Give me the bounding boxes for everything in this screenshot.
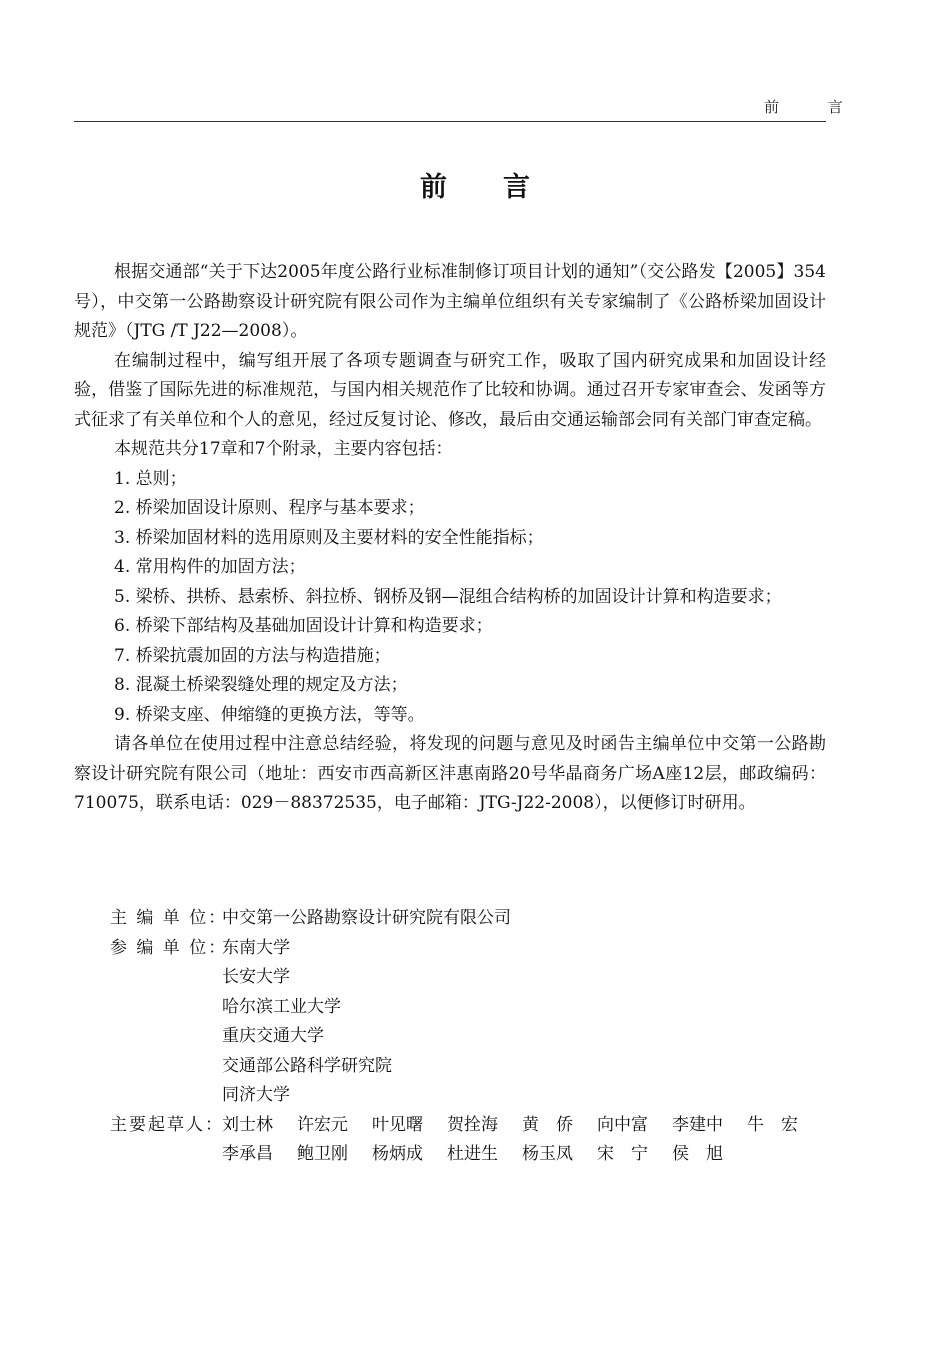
list-item: 1. 总则； bbox=[114, 468, 187, 489]
drafters-line-1 bbox=[222, 1111, 822, 1141]
participant-unit: 东南大学 bbox=[222, 937, 290, 958]
list-item: 9. 桥梁支座、伸缩缝的更换方法，等等。 bbox=[114, 704, 425, 725]
drafter-name: 牛 宏 bbox=[747, 1114, 798, 1135]
participants-label: 参 编 单 位： bbox=[110, 937, 228, 958]
list-item: 3. 桥梁加固材料的选用原则及主要材料的安全性能指标； bbox=[114, 527, 544, 548]
drafter-name: 刘士林 bbox=[222, 1114, 273, 1135]
paragraph-intro: 根据交通部“关于下达2005年度公路行业标准制修订项目计划的通知”（交公路发【2005】354号），中交第一公路勘察设计研究院有限公司作为主编单位组织有关专家编制了《公路桥梁加固设计规范》（JTG /T J22—2008）。 bbox=[74, 262, 826, 341]
list-item: 2. 桥梁加固设计原则、程序与基本要求； bbox=[114, 498, 425, 518]
list-item: 6. 桥梁下部结构及基础加固设计计算和构造要求； bbox=[114, 616, 493, 636]
page-title: 前言 bbox=[420, 172, 586, 203]
participant-unit: 长安大学 bbox=[222, 967, 290, 987]
participants-list bbox=[222, 934, 392, 1111]
list-item: 4. 常用构件的加固方法； bbox=[114, 557, 306, 577]
chief-editor-row bbox=[110, 904, 822, 934]
drafter-name: 贺拴海 bbox=[447, 1114, 498, 1135]
chief-editor-label: 主 编 单 位： bbox=[110, 908, 228, 928]
paragraph-closing: 请各单位在使用过程中注意总结经验，将发现的问题与意见及时函告主编单位中交第一公路勘察设计研究院有限公司（地址：西安市西高新区沣惠南路20号华晶商务广场A座12层，邮政编码：710075，联系电话：029－88372535，电子邮箱：JTG-J22-2008），以便修订时研用。 bbox=[74, 734, 826, 813]
participant-unit: 交通部公路科学研究院 bbox=[222, 1055, 392, 1076]
drafter-name: 杜进生 bbox=[447, 1144, 498, 1164]
drafter-name: 向中富 bbox=[597, 1114, 648, 1135]
drafter-name: 李建中 bbox=[672, 1114, 723, 1135]
drafters-label: 主要起草人： bbox=[110, 1114, 224, 1135]
participants-row bbox=[110, 934, 822, 1111]
body-text bbox=[74, 258, 826, 819]
drafter-name: 鲍卫刚 bbox=[297, 1144, 348, 1164]
list-item: 5. 梁桥、拱桥、悬索桥、斜拉桥、钢桥及钢—混组合结构桥的加固设计计算和构造要求； bbox=[114, 586, 782, 607]
list-item: 8. 混凝土桥梁裂缝处理的规定及方法； bbox=[114, 675, 408, 695]
chief-editor-unit: 中交第一公路勘察设计研究院有限公司 bbox=[222, 908, 511, 928]
drafters-list bbox=[222, 1111, 822, 1170]
drafter-name: 侯 旭 bbox=[672, 1144, 723, 1164]
participant-unit: 重庆交通大学 bbox=[222, 1026, 324, 1046]
paragraph-contents: 本规范共分17章和7个附录，主要内容包括： bbox=[114, 439, 453, 459]
header-rule bbox=[74, 121, 826, 122]
drafter-name: 黄 侨 bbox=[522, 1114, 573, 1135]
credits-block bbox=[110, 904, 822, 1170]
list-item: 7. 桥梁抗震加固的方法与构造措施； bbox=[114, 645, 391, 666]
paragraph-process: 在编制过程中，编写组开展了各项专题调查与研究工作，吸取了国内研究成果和加固设计经验，借鉴了国际先进的标准规范，与国内相关规范作了比较和协调。通过召开专家审查会、发函等方式征求了有关单位和个人的意见，经过反复讨论、修改，最后由交通运输部会同有关部门审查定稿。 bbox=[74, 350, 826, 430]
drafter-name: 李承昌 bbox=[222, 1144, 273, 1164]
drafter-name: 杨玉凤 bbox=[522, 1144, 573, 1164]
participant-unit: 哈尔滨工业大学 bbox=[222, 996, 341, 1017]
drafter-name: 许宏元 bbox=[297, 1114, 348, 1135]
running-header: 前 言 bbox=[764, 98, 865, 116]
drafter-name: 叶见曙 bbox=[372, 1114, 423, 1135]
drafters-row bbox=[110, 1111, 822, 1170]
participant-unit: 同济大学 bbox=[222, 1085, 290, 1105]
drafters-line-2 bbox=[222, 1140, 822, 1170]
drafter-name: 杨炳成 bbox=[372, 1144, 423, 1164]
drafter-name: 宋 宁 bbox=[597, 1144, 648, 1164]
